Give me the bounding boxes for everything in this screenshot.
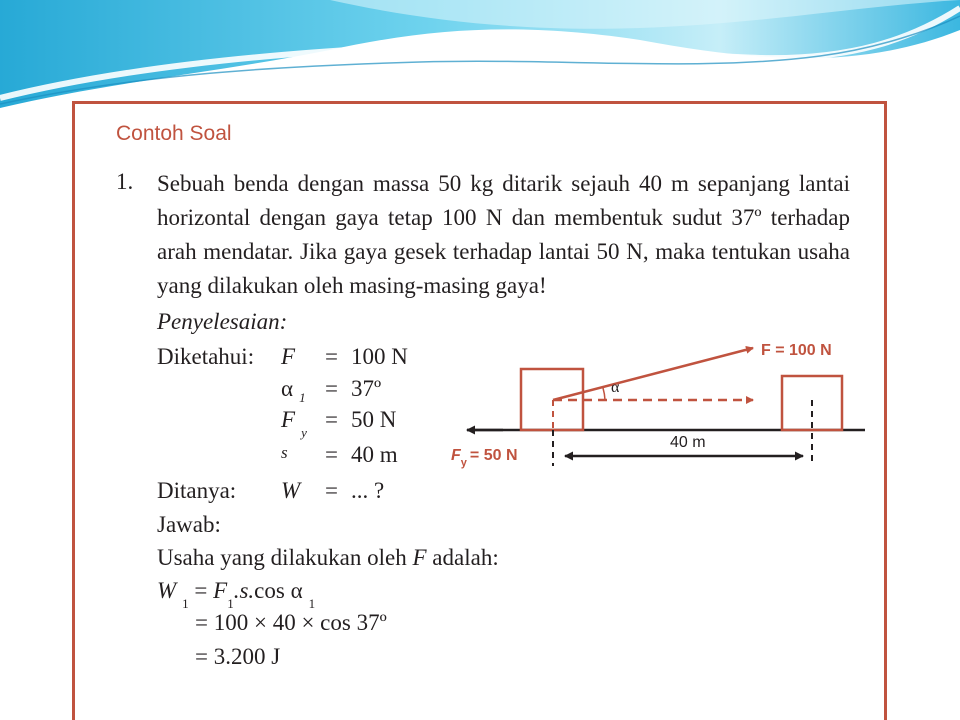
- known-value-angle: 37º: [351, 376, 382, 401]
- known-value-force: 100 N: [351, 344, 408, 369]
- answer-label: Jawab:: [157, 512, 221, 537]
- known-equals: =: [325, 407, 338, 432]
- work-step-substitution: = 100 × 40 × cos 37º: [195, 610, 387, 635]
- work-intro: Usaha yang dilakukan oleh F adalah:: [157, 545, 499, 570]
- asked-symbol: W: [281, 478, 301, 503]
- known-label: Diketahui:: [157, 344, 255, 369]
- known-symbol-distance: s: [281, 443, 288, 462]
- solution-heading: Penyelesaian:: [157, 309, 288, 334]
- example-problem-box: [72, 101, 887, 720]
- asked-value: ... ?: [351, 478, 385, 503]
- known-symbol-force: F: [281, 344, 296, 369]
- work-step-result: = 3.200 J: [195, 644, 281, 669]
- work-formula: $W_1 = F_1.s.\cos$ $\alpha_1$: [157, 578, 316, 611]
- asked-equals: =: [325, 478, 338, 503]
- asked-label: Ditanya:: [157, 478, 237, 503]
- box-title: Contoh Soal: [116, 122, 232, 145]
- angle-arc: [603, 388, 605, 400]
- known-value-distance: 40 m: [351, 442, 398, 467]
- known-equals: =: [325, 344, 338, 369]
- known-symbol-friction: $F_y$: [281, 407, 307, 440]
- problem-statement: Sebuah benda dengan massa 50 kg ditarik sejauh 40 m sepanjang lantai horizontal dengan gaya tetap 100 N dan membentuk sudut 37º terhadap arah mendatar. Jika gaya gesek terhadap lantai 50 N, maka tentukan usaha yang dilakukan oleh masing-masing gaya!: [157, 171, 850, 298]
- problem-number: 1.: [116, 169, 134, 194]
- force-label: F = 100 N: [761, 342, 832, 359]
- force-diagram: [445, 334, 875, 479]
- known-symbol-angle: α $_1$: [281, 376, 306, 405]
- distance-label: 40 m: [670, 434, 706, 451]
- known-value-friction: 50 N: [351, 407, 397, 432]
- known-equals: =: [325, 442, 338, 467]
- friction-label: $F_y = 50$ N: [451, 447, 518, 469]
- angle-label: α: [611, 379, 620, 396]
- known-equals: =: [325, 376, 338, 401]
